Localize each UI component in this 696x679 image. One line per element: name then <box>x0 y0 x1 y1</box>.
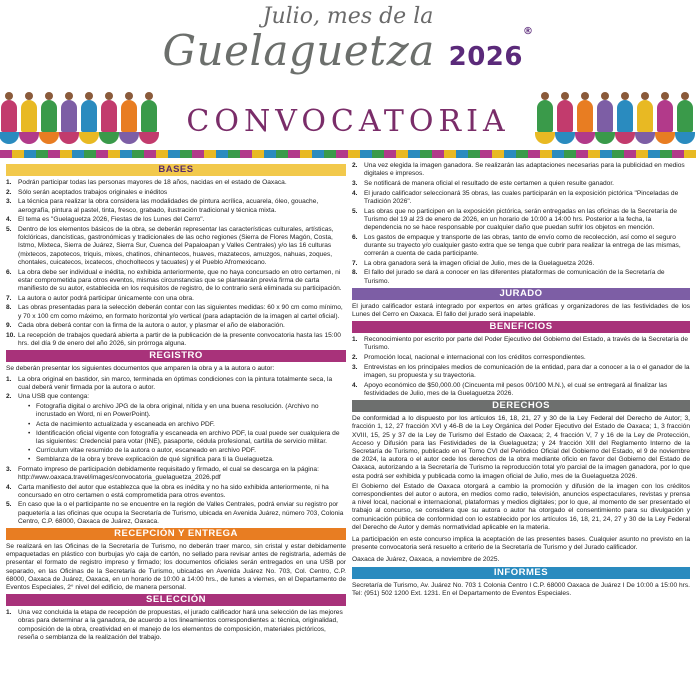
list-item-number: 2. <box>6 188 12 196</box>
list-item-number: 5. <box>6 501 12 509</box>
list-item-text: Carta manifiesto del autor que establezca que la obra es inédita y no ha sido exhibida anteriormente, ni ha concursado en otro certamen o está comprometida para otros eventos. <box>18 483 329 499</box>
right-column <box>352 162 690 600</box>
usb-item <box>6 421 346 429</box>
list-item-number: 7. <box>352 259 358 267</box>
title-year: 2026 <box>448 42 523 72</box>
usb-contents-list <box>6 403 346 464</box>
list-item-number: 2. <box>6 393 12 401</box>
list-item-text: Las obras que no participen en la exposición pictórica, serán entregadas en las oficinas de la Secretaría de Turismo del 19 al 23 de enero de 2026, en un horario de 10:00 a 14:00 hrs. Posterior a la fecha, la dependencia no se hace responsable por cualquier daño que puedan sufrir los objetos en mención. <box>364 207 678 231</box>
list-item <box>352 336 690 352</box>
derechos-paragraph-3: La participación en este concurso implica la aceptación de las presentes bases. Cualquier asunto no previsto en la presente convocatoria será resuelto a criterio de la Secretaría de Turismo y del Jurado calificador. <box>352 536 690 552</box>
list-item-number: 5. <box>6 226 12 234</box>
list-item <box>6 189 346 197</box>
list-item-text: Se notificará de manera oficial el resultado de este certamen a quien resulte ganador. <box>364 179 614 187</box>
bullet-icon: • <box>28 447 31 455</box>
list-item <box>352 234 690 259</box>
list-item-number: 9. <box>6 322 12 330</box>
section-registro-title: REGISTRO <box>6 350 346 362</box>
list-item-number: 10. <box>6 331 16 339</box>
list-item <box>6 304 346 320</box>
usb-item <box>6 430 346 446</box>
list-item <box>352 364 690 380</box>
usb-item-text: Identificación oficial vigente con fotografía y escaneada en archivo PDF, la cual puede ser cualquiera de las siguientes: Credencial para votar (INE), pasaporte, cédula profesional, cartilla de servicio militar. <box>36 429 340 445</box>
list-item-text: Podrán participar todas las personas mayores de 18 años, nacidas en el estado de Oaxaca. <box>18 179 287 186</box>
list-item-number: 1. <box>352 336 358 344</box>
date-line: Oaxaca de Juárez, Oaxaca, a noviembre de 2025. <box>352 556 500 564</box>
list-item <box>6 609 346 642</box>
section-beneficios-title: BENEFICIOS <box>352 321 690 333</box>
list-item <box>6 226 346 267</box>
list-item-number: 4. <box>6 483 12 491</box>
derechos-paragraph-2: El Gobierno del Estado de Oaxaca otorgará a cambio la promoción y difusión de la imagen con los créditos correspondientes del autor o autora, en medios como radio, televisión, anuncios espectaculares, revistas y prensa a nivel local, nacional e internacional, plataformas y medios digitales; por lo que, al momento de ser presentado el trabajo al concurso, se considera que su autora o autor ha otorgado el consentimiento para su divulgación y comunicación pública de conformidad con lo establecido por los artículos 16, 18, 21, 24, 27 y 30 de la Ley Federal del Derecho de Autor y demás normatividad aplicable en la materia. <box>352 482 690 531</box>
list-item-text: En caso que la o el participante no se encuentre en la región de Valles Centrales, podrá enviar su registro por paquetería a las oficinas que ocupa la Secretaría de Turismo, ubicada en Avenida Juárez, número 703, Colonia Centro, C.P. 68000, Oaxaca de Juárez, Oaxaca. <box>18 501 344 525</box>
list-item-text: La autora o autor podrá participar únicamente con una obra. <box>18 294 194 302</box>
list-item-text: Sólo serán aceptados trabajos originales e inéditos <box>18 188 168 196</box>
list-item <box>352 260 690 268</box>
list-item-number: 2. <box>352 162 358 169</box>
section-jurado-title: JURADO <box>352 288 690 300</box>
list-item-text: Apoyo económico de $50,000.00 (Cincuenta mil pesos 00/100 M.N.), el cual se entregará al finalizar las festividades de Julio, mes de la Guelaguetza 2026. <box>364 381 668 397</box>
list-item-text: El jurado calificador seleccionará 35 obras, las cuales participarán en la exposición pictórica "Pinceladas de Tradición 2026". <box>364 189 679 205</box>
list-item-number: 1. <box>6 375 12 383</box>
list-item-number: 6. <box>352 233 358 241</box>
list-item-text: Los gastos de empaque y transporte de las obras, tanto de envío como de recolección, así como el seguro durante su trayecto y/o cualquier gasto extra que se tenga que cubrir para realizar la entrega de las mismas, correrán a cuenta de cada participante. <box>364 233 681 258</box>
list-item-number: 4. <box>6 216 12 224</box>
list-item-number: 7. <box>6 294 12 302</box>
list-item-text: Promoción local, nacional e internacional con los créditos correspondientes. <box>364 354 586 362</box>
registro-list-continued <box>6 466 346 526</box>
list-item <box>6 376 346 392</box>
list-item-text: Entrevistas en los principales medios de comunicación de la entidad, para dar a conocer a la o el ganador de la imagen, su propuesta y su trayectoria. <box>364 363 690 380</box>
list-item <box>6 216 346 224</box>
bases-list <box>6 179 346 348</box>
recepcion-text: Se realizará en las Oficinas de la Secretaría de Turismo, no deberán traer marco, sin cristal y estar debidamente empaquetadas en plástico con burbujas y/o caja de cartón, no sellado para revisar antes de registrarla, además de presentar el formato de registro impreso y firmado; los documentos oficiales serán entregados en una USB por separado, en las Oficinas de la Secretaría de Turismo, ubicadas en Avenida Juárez No. 703, Col. Centro, C.P. 68000, Oaxaca de Juárez, Oaxaca, en un horario de 10:00 a 14:00 hrs., de lunes a viernes, en el Departamento de Eventos Especiales, 2° nivel del edificio, de manera personal. <box>6 543 346 592</box>
list-item-number: 4. <box>352 381 358 389</box>
list-item <box>6 295 346 303</box>
usb-item-text: Currículum vitae resumido de la autora o autor, escaneado en archivo PDF. <box>36 447 256 455</box>
list-item-number: 2. <box>352 354 358 362</box>
list-item-number: 3. <box>6 198 12 206</box>
list-item-text: El fallo del jurado se dará a conocer en las diferentes plataformas de comunicación de la Secretaría de Turismo. <box>364 269 665 285</box>
registro-list <box>6 376 346 402</box>
list-item <box>352 180 690 188</box>
list-item-text: Cada obra deberá contar con la firma de la autora o autor, y plasmar el año de elaboración. <box>18 322 285 330</box>
header-subtitle: Julio, mes de la <box>262 4 434 29</box>
convocatoria-heading: CONVOCATORIA <box>186 104 510 139</box>
list-item <box>352 269 690 285</box>
list-item-text: Dentro de los elementos básicos de la obra, se deberán representar las características culturales, artísticas, folclóricas, dancísticas, gastronómicas y tradicionales de las ocho regiones (Sierra de Flores Magón, Costa, Istmo, Mixteca, Sierra de Juárez, Sierra Sur, Cuenca del Papaloapan y Valles Centrales) y/o las 16 culturas (mixtecos, zapotecos, triquis, mixes, chatinos, chinantecos, huaves, mazatecos, amuzgos, nahuas, zoques, chontales, cuicatecos, ixcatecos, chocholtecos y tacuates) y el Pueblo Afromexicano. <box>18 226 334 266</box>
usb-item-text: Fotografía digital o archivo JPG de la obra original, nítida y en una buena resolución. (Archivo no incrustado en Word, ni en PowerPoint). <box>36 403 319 419</box>
list-item <box>352 354 690 362</box>
section-informes-title: INFORMES <box>352 567 690 579</box>
bullet-icon: • <box>28 429 31 437</box>
list-item <box>352 190 690 206</box>
list-item-number: 3. <box>352 363 358 371</box>
list-item <box>352 382 690 398</box>
list-item-text: Formato impreso de participación debidamente requisitado y firmado, el cual se descarga en la página: http://www.oaxaca.travel/images/convocatoria_guelaguetza_2026.pdf <box>18 465 319 481</box>
usb-item <box>6 403 346 419</box>
list-item-text: Una vez elegida la imagen ganadora. Se realizarán las adaptaciones necesarias para la publicidad en medios digitales e impresos. <box>364 162 685 178</box>
bullet-icon: • <box>28 403 31 411</box>
registered-mark: ® <box>523 26 534 37</box>
registro-intro: Se deberán presentar los siguientes documentos que amparen la obra y a la autora o autor: <box>6 365 275 373</box>
list-item-text: Una USB que contenga: <box>18 393 90 401</box>
list-item-text: La recepción de trabajos quedará abierta a partir de la publicación de la presente convocatoria hasta las 15:00 hrs. del día 9 de enero del año 2026, sin prórroga alguna. <box>18 331 341 348</box>
list-item-number: 8. <box>6 304 12 312</box>
list-item <box>6 198 346 214</box>
beneficios-list <box>352 336 690 398</box>
usb-item <box>6 456 346 464</box>
title-guelaguetza: Guelaguetza <box>162 26 435 75</box>
bullet-icon: • <box>28 420 31 428</box>
informes-text: Secretaría de Turismo, Av. Juárez No. 703 1 Colonia Centro I C.P. 68000 Oaxaca de Juárez I De 10:00 a 15:00 hrs. Tel: (951) 502 1200 Ext. 1231. En el Departamento de Eventos Especiales. <box>352 581 690 597</box>
header-banner <box>0 0 696 160</box>
list-item-text: Las obras presentadas para la selección deberán contar con las siguientes medidas: 60 x 90 cm como mínimo, y 70 x 100 cm como máximo, en formato horizontal y/o vertical (para adaptación de la imagen al cartel oficial). <box>18 304 343 320</box>
left-column <box>6 162 346 644</box>
usb-item-text: Acta de nacimiento actualizada y escaneada en archivo PDF. <box>36 420 215 428</box>
list-item <box>352 208 690 233</box>
list-item-number: 3. <box>6 465 12 473</box>
section-bases-title: BASES <box>6 164 346 176</box>
list-item-text: Una vez concluida la etapa de recepción de propuestas, el jurado calificador hará una selección de las mejores obras para determinar a la ganadora, de acuerdo a los lineamientos correspondientes a: técnica, originalidad, composición de la obra, creatividad en el manejo de los elementos de composición, materiales pictóricos, reseña o semblanza de la realización del trabajo. <box>18 609 343 641</box>
list-item <box>352 162 690 178</box>
bullet-icon: • <box>28 456 31 464</box>
usb-item-text: Semblanza de la obra y breve explicación de qué significa para ti la Guelaguetza. <box>36 456 274 464</box>
list-item-text: Reconocimiento por escrito por parte del Poder Ejecutivo del Gobierno del Estado, a través de la Secretaría de Turismo. <box>364 336 689 352</box>
section-recepcion-title: RECEPCIÓN Y ENTREGA <box>6 528 346 540</box>
list-item <box>6 484 346 500</box>
list-item-text: El tema es "Guelaguetza 2026, Fiestas de los Lunes del Cerro". <box>18 216 205 224</box>
list-item <box>6 501 346 526</box>
list-item-text: La obra debe ser individual e inédita, no exhibida anteriormente, que no haya concursado en otro certamen, ni estar comprometida para otros eventos, mismas circunstancias que se plantearán previa firma de carta manifiesto de su autor, establecida en los requisitos de registro, de lo contrario será eliminada su participación. <box>18 268 342 292</box>
list-item <box>6 179 346 187</box>
usb-item <box>6 447 346 455</box>
jurado-text: El jurado calificador estará integrado por expertos en artes gráficas y organizadores de las festividades de los Lunes del Cerro en Oaxaca. El fallo del jurado será inapelable. <box>352 302 690 319</box>
list-item <box>6 466 346 482</box>
list-item <box>6 269 346 294</box>
list-item-number: 1. <box>6 179 12 186</box>
decorative-band <box>0 150 696 158</box>
list-item-number: 3. <box>352 179 358 187</box>
list-item-text: La técnica para realizar la obra considera las modalidades de pintura acrílica, acuarela, óleo, gouache, aerografía, pintura al pastel, tinta, fresco, grabado, ilustración tradicional y técnica mixta. <box>18 198 319 214</box>
section-seleccion-title: SELECCIÓN <box>6 594 346 606</box>
list-item <box>6 322 346 330</box>
seleccion-list <box>6 609 346 642</box>
list-item-number: 4. <box>352 189 358 197</box>
list-item-number: 8. <box>352 269 358 277</box>
section-derechos-title: DERECHOS <box>352 400 690 412</box>
derechos-paragraph-1: De conformidad a lo dispuesto por los artículos 16, 18, 21, 27 y 30 de la Ley Federal del Derecho de Autor; 3, fracción 1, 12, 27 fracción XVI y 46-B de la Ley Orgánica del Poder Ejecutivo del Estado de Oaxaca; 1, 3 fracción XVIII, 15, 25 y 37 de la Ley de Turismo del Estado de Oaxaca; 2, 4 fracción V, 7 y 16 de la Ley de Protección, Acceso y Difusión para las Festividades de la Guelaguetza; y 24 fracción XIII del Reglamento Interno de la Secretaría de Turismo, publicado en el Tomo CVI del Periódico Oficial del Gobierno del Estado, el 9 de noviembre de 2024, la autora o el autor cede los derechos de la obra mediante oficio en favor del Gobierno del Estado de Oaxaca, autorizando a la Secretaría de Turismo la reproducción total y/o parcial de la imagen ganadora, por lo que esta podrá ser exhibida y publicada como la imagen oficial de Julio, mes de la Guelaguetza 2026. <box>352 415 690 480</box>
list-item-text: La obra ganadora será la imagen oficial de Julio, mes de la Guelaguetza 2026. <box>364 259 595 267</box>
list-item <box>6 332 346 348</box>
list-item <box>6 393 346 401</box>
list-item-number: 1. <box>6 609 12 617</box>
seleccion-list-continued <box>352 162 690 286</box>
header-title <box>0 26 696 75</box>
list-item-text: La obra original en bastidor, sin marco, terminada en óptimas condiciones con la pintura totalmente seca, la cual deberá venir firmada por la autora o autor. <box>18 375 333 391</box>
list-item-number: 6. <box>6 268 12 276</box>
list-item-number: 5. <box>352 207 358 215</box>
